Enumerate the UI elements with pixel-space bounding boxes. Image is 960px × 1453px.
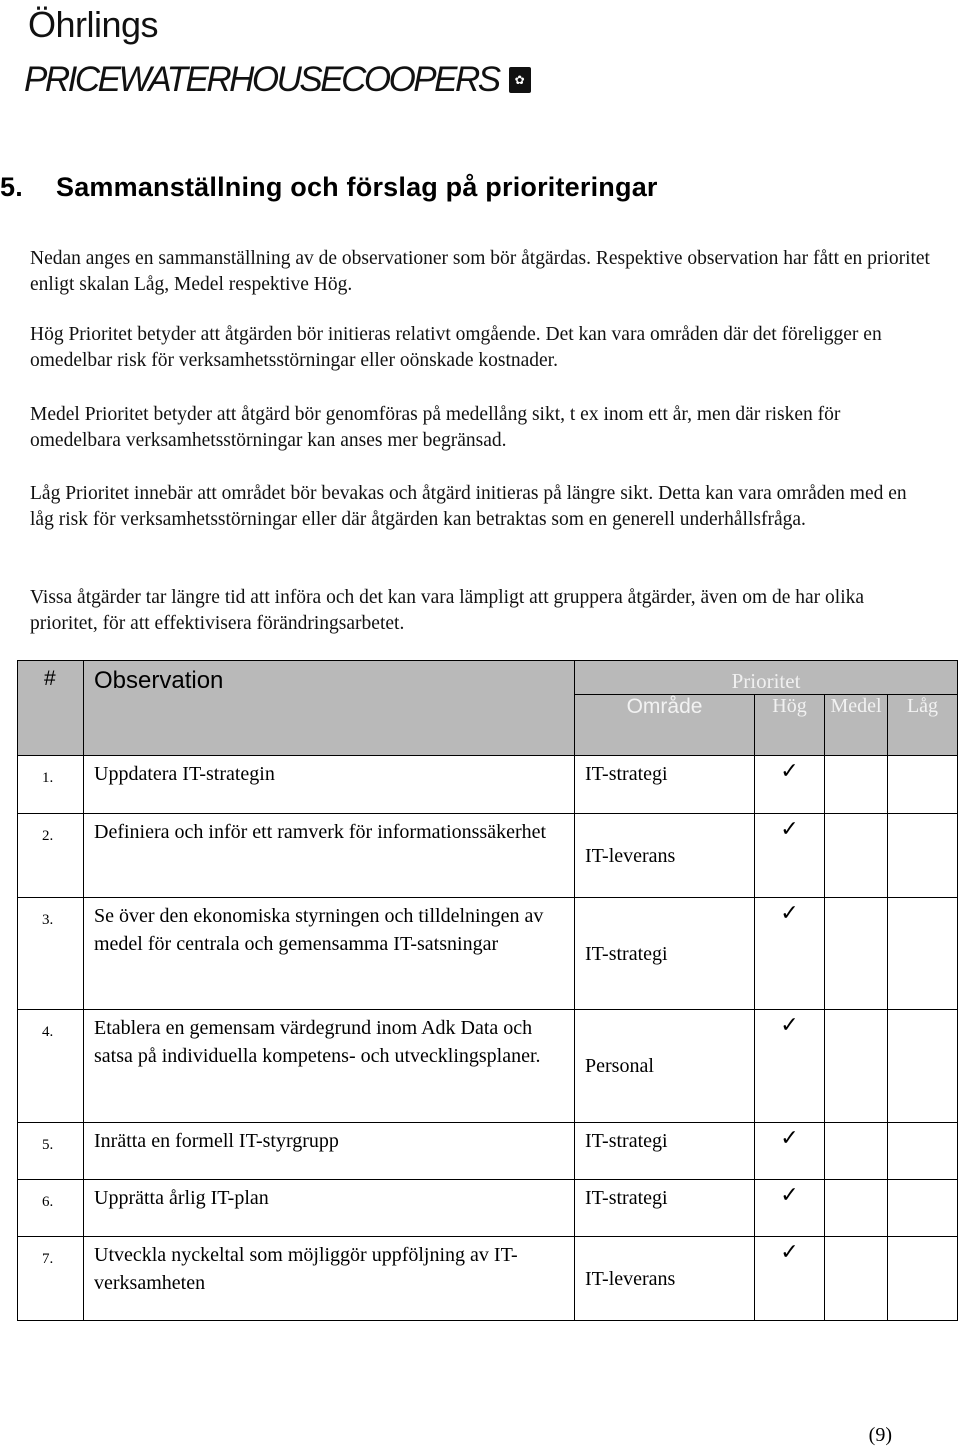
row-observation: Uppdatera IT-strategin <box>84 756 575 814</box>
pwc-seal-icon: ✿ <box>509 67 531 93</box>
row-observation: Utveckla nyckeltal som möjliggör uppföljning av IT-verksamheten <box>84 1237 575 1321</box>
header-priority: Prioritet <box>575 661 958 695</box>
row-area: IT-strategi <box>575 756 755 814</box>
row-low <box>888 1123 958 1180</box>
header-number: # <box>18 661 84 756</box>
check-icon: ✓ <box>755 898 825 1010</box>
check-icon: ✓ <box>755 1010 825 1123</box>
row-number: 2. <box>18 814 84 898</box>
header-observation: Observation <box>84 661 575 756</box>
pwc-logo-text: PRICEWATERHOUSECOOPERS <box>24 60 499 99</box>
row-low <box>888 756 958 814</box>
row-medium <box>825 1010 888 1123</box>
table-row <box>18 1010 958 1123</box>
table-row <box>18 814 958 898</box>
row-number: 7. <box>18 1237 84 1321</box>
table-row <box>18 1237 958 1321</box>
row-medium <box>825 898 888 1010</box>
row-medium <box>825 1237 888 1321</box>
header-low: Låg <box>888 695 958 756</box>
row-observation: Definiera och inför ett ramverk för informationssäkerhet <box>84 814 575 898</box>
section-number: 5. <box>0 172 23 202</box>
header-high: Hög <box>755 695 825 756</box>
check-icon: ✓ <box>755 1237 825 1321</box>
check-icon: ✓ <box>755 814 825 898</box>
row-observation: Inrätta en formell IT-styrgrupp <box>84 1123 575 1180</box>
row-area: IT-strategi <box>575 1180 755 1237</box>
header-area: Område <box>575 695 755 756</box>
row-area: IT-strategi <box>575 898 755 1010</box>
check-icon: ✓ <box>755 1123 825 1180</box>
row-low <box>888 898 958 1010</box>
table-row <box>18 898 958 1010</box>
row-observation: Se över den ekonomiska styrningen och tilldelningen av medel för centrala och gemensamma IT-satsningar <box>84 898 575 1010</box>
row-number: 6. <box>18 1180 84 1237</box>
table-row <box>18 1180 958 1237</box>
medium-priority-paragraph: Medel Prioritet betyder att åtgärd bör genomföras på medellång sikt, t ex inom ett år, men där risken för omedelbara verksamhetsstörningar kan anses mer begränsad. <box>30 404 841 451</box>
row-number: 4. <box>18 1010 84 1123</box>
row-observation: Etablera en gemensam värdegrund inom Adk Data och satsa på individuella kompetens- och utvecklingsplaner. <box>84 1010 575 1123</box>
table-row <box>18 1123 958 1180</box>
row-area: IT-strategi <box>575 1123 755 1180</box>
row-medium <box>825 1180 888 1237</box>
page-number: (9) <box>868 1424 892 1446</box>
header-medium: Medel <box>825 695 888 756</box>
row-area: IT-leverans <box>575 1237 755 1321</box>
ohrlings-logo: Öhrlings <box>28 4 159 45</box>
row-medium <box>825 1123 888 1180</box>
row-number: 3. <box>18 898 84 1010</box>
pwc-logo <box>24 60 531 100</box>
row-observation: Upprätta årlig IT-plan <box>84 1180 575 1237</box>
check-icon: ✓ <box>755 756 825 814</box>
row-medium <box>825 814 888 898</box>
intro-paragraph: Nedan anges en sammanställning av de observationer som bör åtgärdas. Respektive observation har fått en prioritet enligt skalan Låg, Medel respektive Hög. <box>30 248 930 295</box>
grouping-paragraph: Vissa åtgärder tar längre tid att införa och det kan vara lämpligt att gruppera åtgärder, även om de har olika prioritet, för att effektivisera förändringsarbetet. <box>30 587 865 634</box>
low-priority-paragraph: Låg Prioritet innebär att området bör bevakas och åtgärd initieras på längre sikt. Detta kan vara områden med en låg risk för verksamhetsstörningar eller där åtgärden kan betraktas som en generell underhållsfråga. <box>30 483 907 530</box>
table-row <box>18 756 958 814</box>
row-low <box>888 814 958 898</box>
high-priority-paragraph: Hög Prioritet betyder att åtgärden bör initieras relativt omgående. Det kan vara områden där det föreligger en omedelbar risk för verksamhetsstörningar eller oönskade kostnader. <box>30 324 882 371</box>
table-header-row <box>18 661 958 695</box>
row-area: Personal <box>575 1010 755 1123</box>
row-medium <box>825 756 888 814</box>
row-low <box>888 1010 958 1123</box>
observations-table <box>17 660 958 1321</box>
section-title: Sammanställning och förslag på prioriteringar <box>56 172 658 202</box>
section-heading <box>0 172 658 203</box>
row-number: 1. <box>18 756 84 814</box>
row-low <box>888 1180 958 1237</box>
row-low <box>888 1237 958 1321</box>
row-area: IT-leverans <box>575 814 755 898</box>
row-number: 5. <box>18 1123 84 1180</box>
check-icon: ✓ <box>755 1180 825 1237</box>
